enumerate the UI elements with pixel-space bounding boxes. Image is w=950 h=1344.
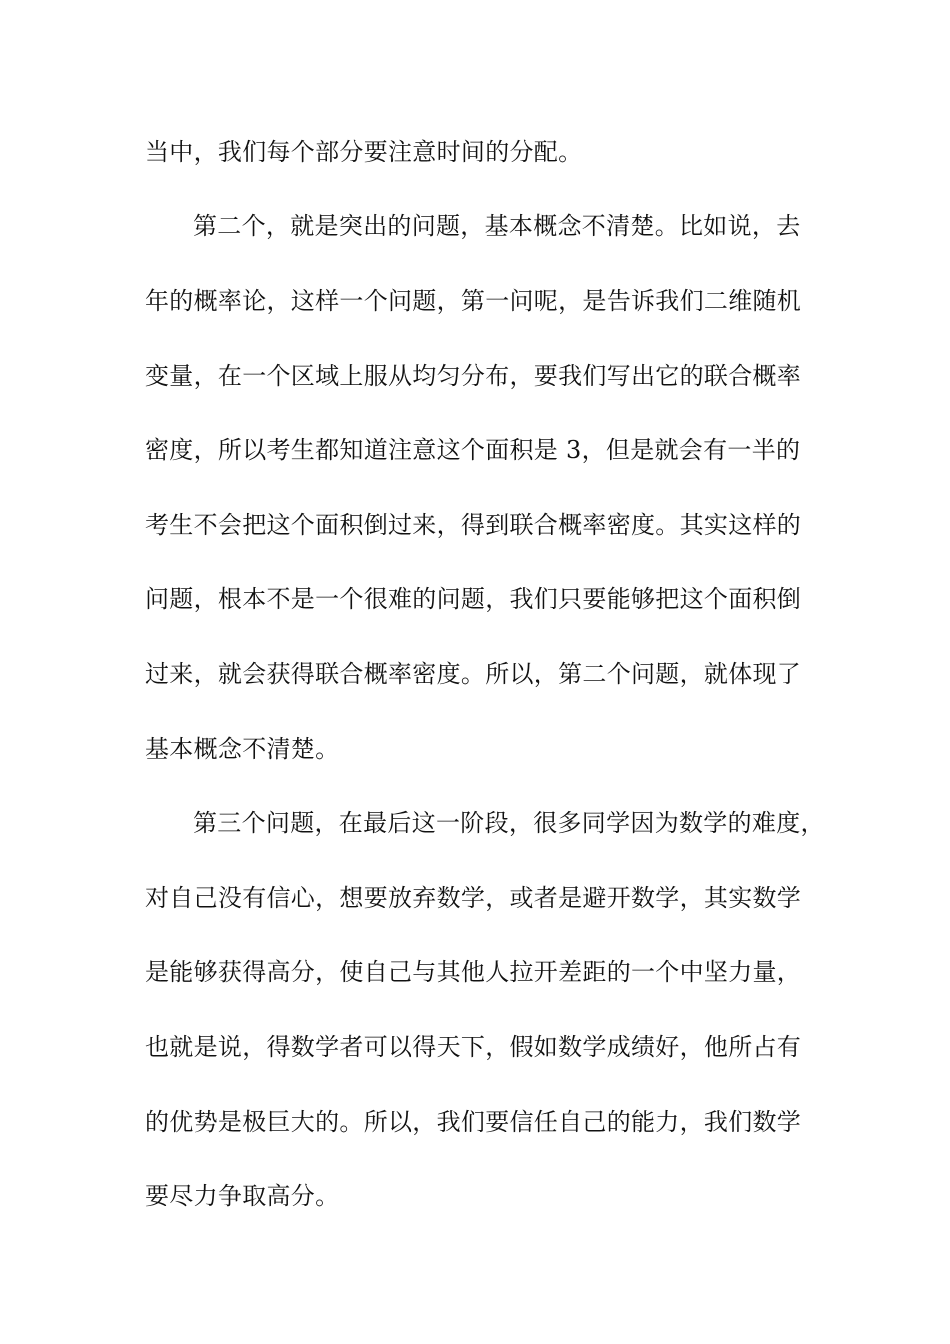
text-line: 问题，根本不是一个很难的问题，我们只要能够把这个面积倒 bbox=[145, 585, 802, 613]
paragraph-first-line: 第二个，就是突出的问题，基本概念不清楚。比如说，去 bbox=[193, 212, 801, 240]
text-line: 考生不会把这个面积倒过来，得到联合概率密度。其实这样的 bbox=[145, 511, 802, 539]
text-line: 基本概念不清楚。 bbox=[145, 735, 340, 763]
text-line: 变量，在一个区域上服从均匀分布，要我们写出它的联合概率 bbox=[145, 362, 802, 390]
text-line: 年的概率论，这样一个问题，第一问呢，是告诉我们二维随机 bbox=[145, 287, 802, 315]
text-line: 的优势是极巨大的。所以，我们要信任自己的能力，我们数学 bbox=[145, 1108, 802, 1136]
text-line: 是能够获得高分，使自己与其他人拉开差距的一个中坚力量， bbox=[145, 958, 802, 986]
text-line: 要尽力争取高分。 bbox=[145, 1182, 340, 1210]
text-line: 当中，我们每个部分要注意时间的分配。 bbox=[145, 138, 583, 166]
text-line: 也就是说，得数学者可以得天下，假如数学成绩好，他所占有 bbox=[145, 1033, 802, 1061]
paragraph-first-line: 第三个问题，在最后这一阶段，很多同学因为数学的难度， bbox=[193, 809, 825, 837]
text-line: 对自己没有信心，想要放弃数学，或者是避开数学，其实数学 bbox=[145, 884, 802, 912]
text-line: 过来，就会获得联合概率密度。所以，第二个问题，就体现了 bbox=[145, 660, 802, 688]
text-line: 密度，所以考生都知道注意这个面积是 3，但是就会有一半的 bbox=[145, 436, 801, 464]
